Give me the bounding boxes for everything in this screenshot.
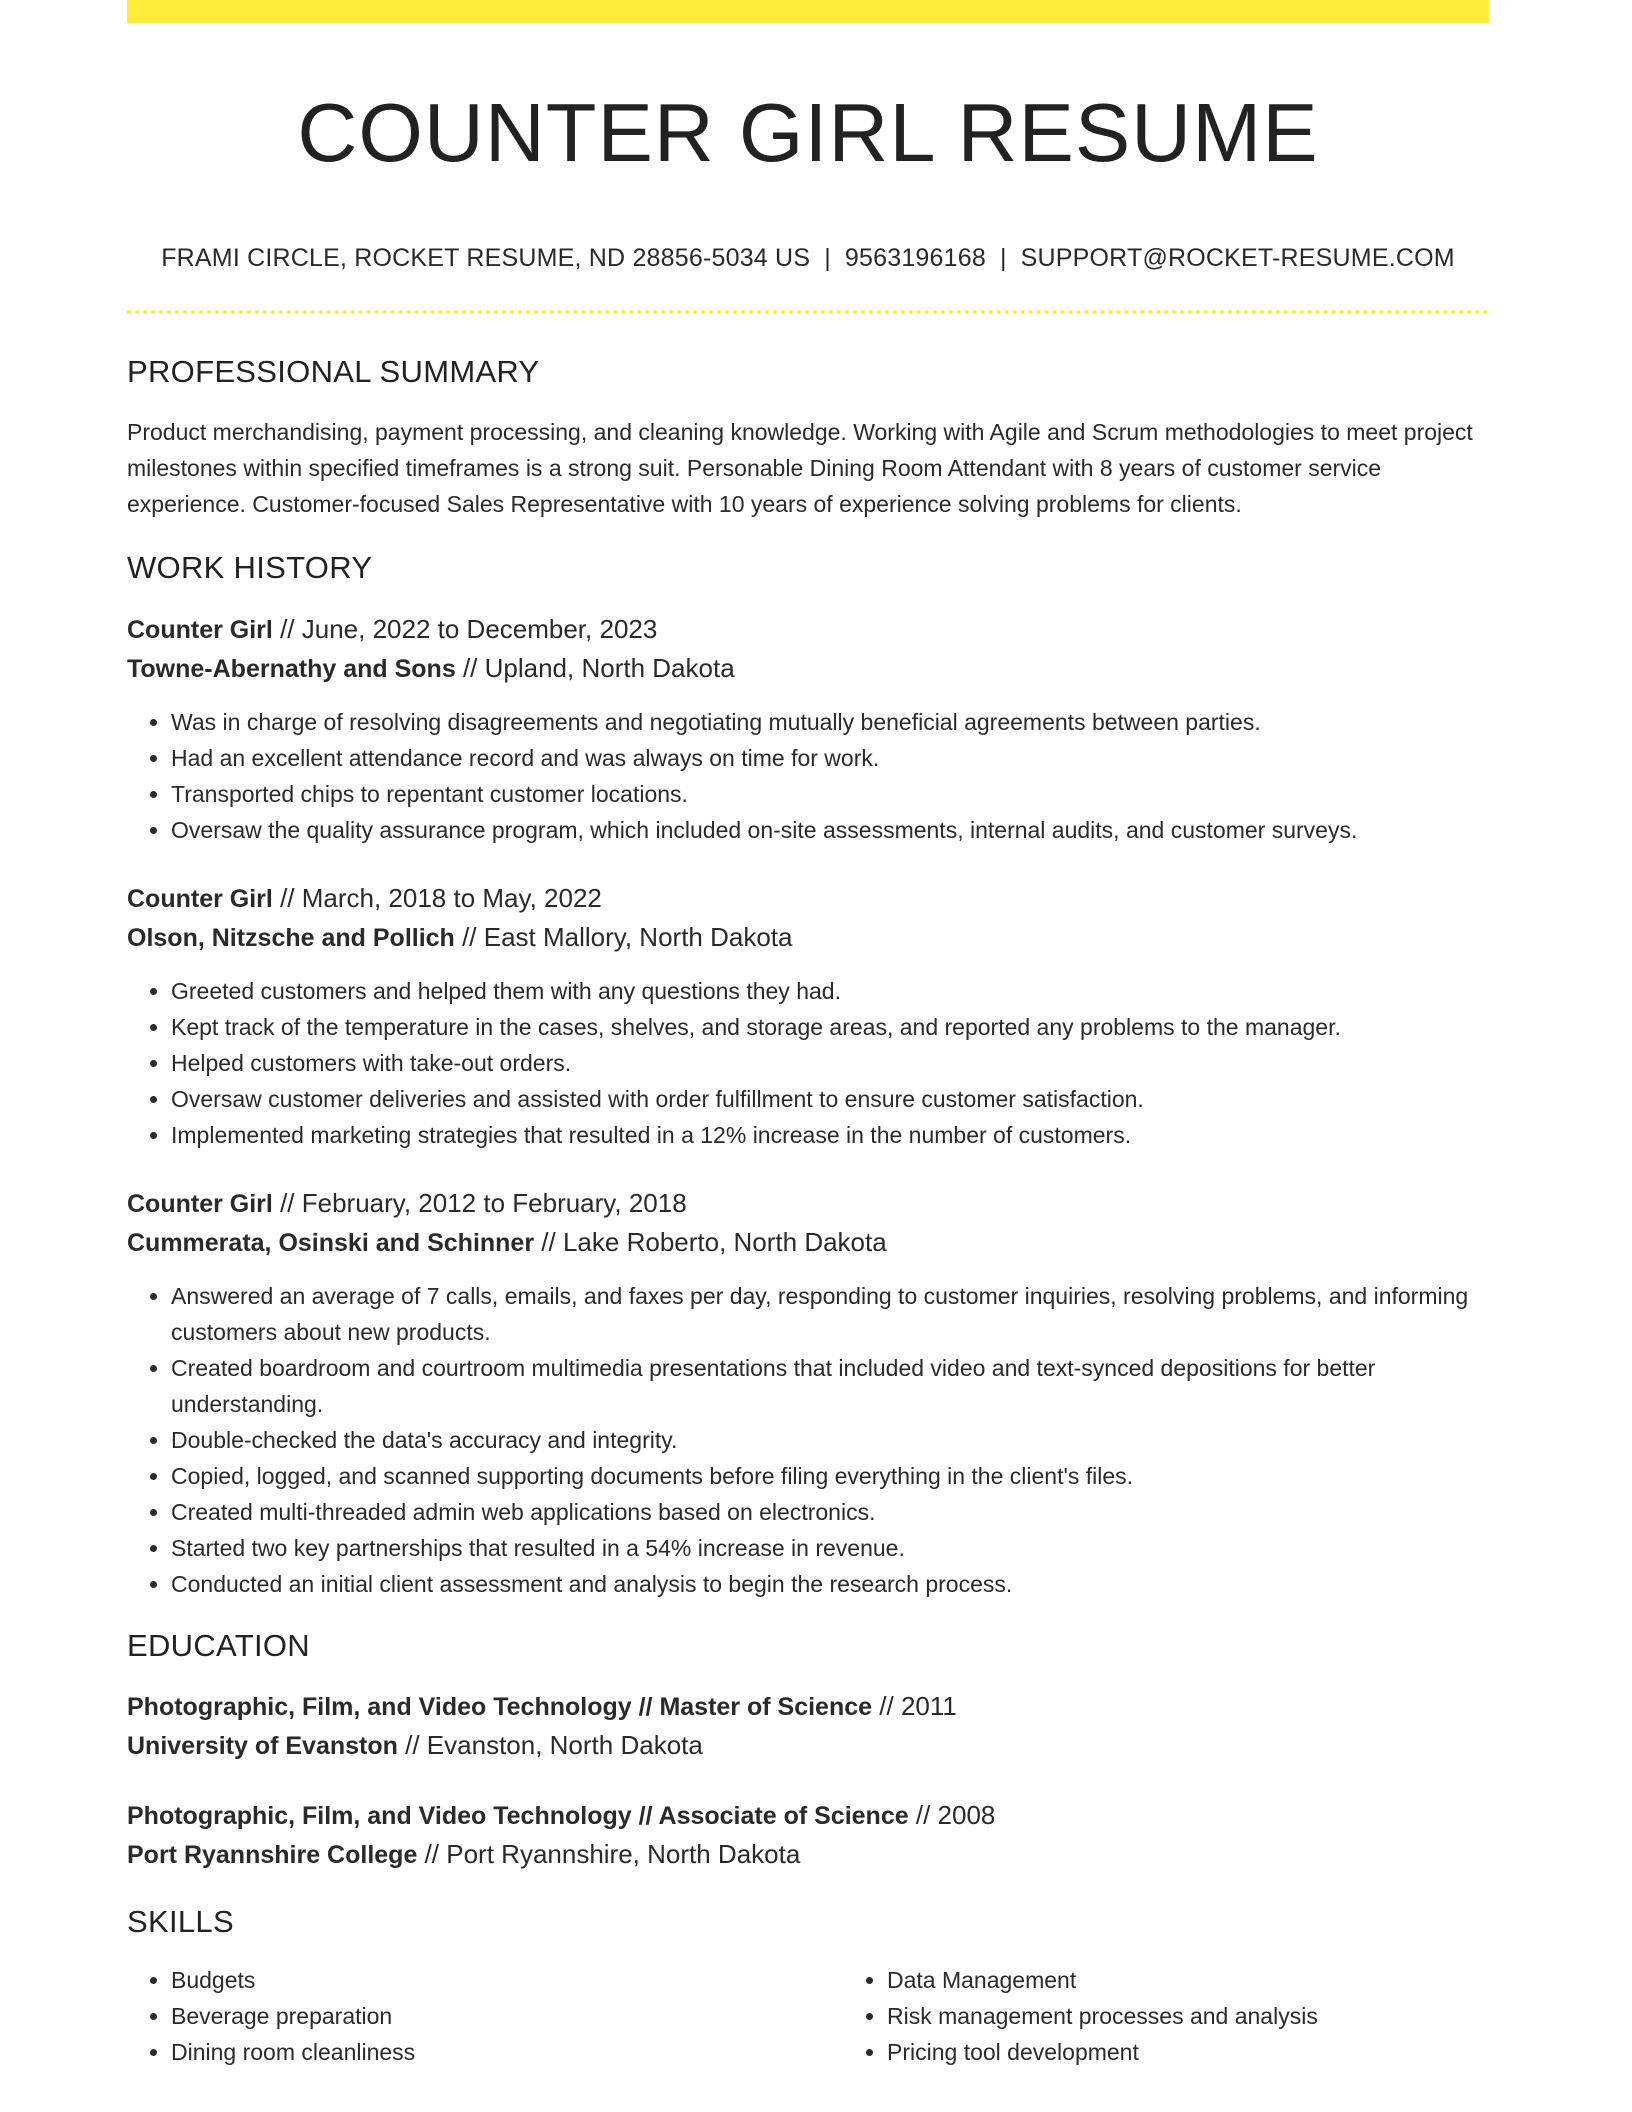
- skills-list-left: [127, 1962, 843, 2070]
- job-dates: // June, 2022 to December, 2023: [272, 614, 658, 644]
- section-title-work-history: WORK HISTORY: [127, 550, 373, 585]
- job-location: // Upland, North Dakota: [455, 653, 735, 683]
- education-year: // 2008: [908, 1800, 996, 1830]
- section-title-summary: PROFESSIONAL SUMMARY: [127, 354, 540, 389]
- accent-top-bar: [127, 0, 1489, 23]
- contact-email: SUPPORT@ROCKET-RESUME.COM: [1020, 244, 1455, 272]
- job-location: // Lake Roberto, North Dakota: [534, 1227, 887, 1257]
- contact-phone: 9563196168: [844, 244, 986, 272]
- job-bullet: • Created boardroom and courtroom multimedia presentations that included video and text-synced depositions for better understanding.: [171, 1350, 1489, 1422]
- contact-address: FRAMI CIRCLE, ROCKET RESUME, ND 28856-5034 US: [161, 244, 811, 272]
- summary-text: Product merchandising, payment processing, and cleaning knowledge. Working with Agile and Scrum methodologies to meet project milestones within specified timeframes is a strong suit. Personable Dining Room Attendant with 8 years of customer service experience. Customer-focused Sales Representative with 10 years of experience solving problems for clients.: [127, 419, 1473, 517]
- education-degree: Photographic, Film, and Video Technology // Associate of Science: [127, 1802, 909, 1830]
- job-company-line: [127, 1223, 1489, 1262]
- job-company: Cummerata, Osinski and Schinner: [127, 1229, 535, 1257]
- education-degree: Photographic, Film, and Video Technology // Master of Science: [127, 1693, 873, 1721]
- education-school: University of Evanston: [127, 1732, 398, 1760]
- job-bullet: • Transported chips to repentant customer locations.: [171, 776, 1489, 812]
- section-title-education: EDUCATION: [127, 1628, 310, 1663]
- job-bullets: [127, 704, 1489, 848]
- job-bullet: • Double-checked the data's accuracy and integrity.: [171, 1422, 1489, 1458]
- job-bullets: [127, 1278, 1489, 1602]
- job-company-line: [127, 918, 1489, 957]
- job-entry: [127, 879, 1489, 1153]
- education-year: // 2011: [872, 1691, 957, 1721]
- job-bullet: • Helped customers with take-out orders.: [171, 1045, 1489, 1081]
- skills-section: [127, 1904, 1489, 1940]
- skill-item: • Data Management: [887, 1962, 1559, 1998]
- job-company: Olson, Nitzsche and Pollich: [127, 924, 455, 952]
- job-bullet: • Had an excellent attendance record and was always on time for work.: [171, 740, 1489, 776]
- job-bullet: • Oversaw the quality assurance program, which included on-site assessments, internal audits, and customer surveys.: [171, 812, 1489, 848]
- job-bullet: • Conducted an initial client assessment and analysis to begin the research process.: [171, 1566, 1489, 1602]
- job-bullet: • Copied, logged, and scanned supporting documents before filing everything in the client's files.: [171, 1458, 1489, 1494]
- job-title-line: [127, 610, 1489, 649]
- education-entry: [127, 1687, 1489, 1765]
- skills-list-right: [843, 1962, 1559, 2070]
- job-title: Counter Girl: [127, 616, 273, 644]
- education-degree-line: [127, 1796, 1489, 1835]
- job-dates: // March, 2018 to May, 2022: [272, 883, 602, 913]
- contact-separator: |: [999, 244, 1007, 272]
- contact-separator: |: [824, 244, 831, 272]
- skill-item: • Budgets: [171, 1962, 843, 1998]
- job-dates: // February, 2012 to February, 2018: [272, 1188, 687, 1218]
- resume-page: [127, 0, 1489, 2065]
- section-title-skills: SKILLS: [127, 1904, 234, 1939]
- skill-item: • Pricing tool development: [887, 2034, 1559, 2070]
- job-company-line: [127, 649, 1489, 688]
- contact-line: [127, 243, 1489, 273]
- resume-title: COUNTER GIRL RESUME: [297, 86, 1319, 179]
- job-bullet: • Greeted customers and helped them with any questions they had.: [171, 973, 1489, 1009]
- work-history-section: [127, 550, 1489, 586]
- job-title: Counter Girl: [127, 1190, 273, 1218]
- job-title: Counter Girl: [127, 885, 273, 913]
- job-bullet: • Created multi-threaded admin web applications based on electronics.: [171, 1494, 1489, 1530]
- skill-item: • Dining room cleanliness: [171, 2034, 843, 2070]
- education-school: Port Ryannshire College: [127, 1841, 418, 1869]
- dotted-divider: [127, 310, 1489, 314]
- job-bullet: • Implemented marketing strategies that resulted in a 12% increase in the number of customers.: [171, 1117, 1489, 1153]
- job-bullet: • Was in charge of resolving disagreements and negotiating mutually beneficial agreements between parties.: [171, 704, 1489, 740]
- job-entry: [127, 610, 1489, 848]
- job-title-line: [127, 1184, 1489, 1223]
- education-school-line: [127, 1726, 1489, 1765]
- job-location: // East Mallory, North Dakota: [454, 922, 793, 952]
- job-bullet: • Answered an average of 7 calls, emails, and faxes per day, responding to customer inquiries, resolving problems, and informing customers about new products.: [171, 1278, 1489, 1350]
- job-entry: [127, 1184, 1489, 1602]
- skill-item: • Risk management processes and analysis: [887, 1998, 1559, 2034]
- skill-item: • Beverage preparation: [171, 1998, 843, 2034]
- job-bullet: • Oversaw customer deliveries and assisted with order fulfillment to ensure customer satisfaction.: [171, 1081, 1489, 1117]
- job-bullet: • Started two key partnerships that resulted in a 54% increase in revenue.: [171, 1530, 1489, 1566]
- job-title-line: [127, 879, 1489, 918]
- job-bullets: [127, 973, 1489, 1153]
- education-school-line: [127, 1835, 1489, 1874]
- education-degree-line: [127, 1687, 1489, 1726]
- education-location: // Evanston, North Dakota: [397, 1730, 703, 1760]
- education-location: // Port Ryannshire, North Dakota: [417, 1839, 801, 1869]
- summary-section: [127, 354, 1489, 522]
- skills-columns: [127, 1962, 1489, 2070]
- job-company: Towne-Abernathy and Sons: [127, 655, 456, 683]
- job-bullet: • Kept track of the temperature in the cases, shelves, and storage areas, and reported any problems to the manager.: [171, 1009, 1489, 1045]
- education-entry: [127, 1796, 1489, 1874]
- education-section: [127, 1628, 1489, 1664]
